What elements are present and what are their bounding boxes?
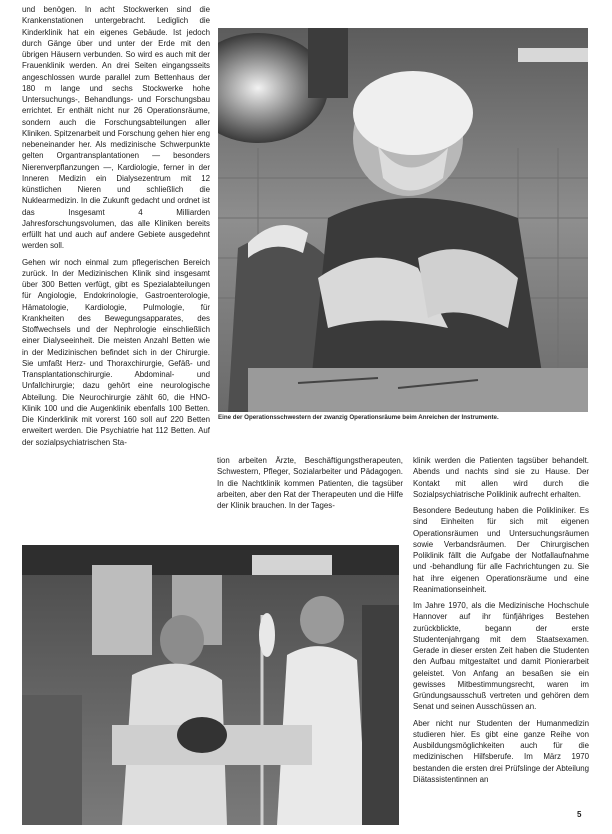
photo-intensive-care [22,545,399,825]
text-column-right [413,455,589,790]
paragraph: tion arbeiten Ärzte, Beschäftigungstherapeuten, Schwestern, Pfleger, Sozialarbeiter und Pädagogen. In die Nachtklinik kommen Patienten, die tagsüber arbeiten, aber den Rat der Therapeuten und die Hilfe der Klinik brauchen. In der Tages- [217,456,403,510]
text-column-middle [217,455,403,516]
paragraph: und benögen. In acht Stockwerken sind die Krankenstationen untergebracht. Lediglich die Kinderklinik hat ein eigenes Gebäude. Ist jedoch durch Gänge über und unter der Erde mit den übrigen Häusern verbunden. So wird es auch mit der Frauenklinik werden. An drei Seiten eingangsseits angeschlossen wurde parallel zum Bettenhaus der 180 m lange und sechs Stockwerke hohe Untersuchungs-, Behandlungs- und Forschungsbau errichtet. Er enthält nicht nur 26 Operationsräume, sondern auch die Forschungsabteilungen aller Kliniken. Spitzenarbeit und Forschung gehen hier eng nebeneinander her. Als medizinische Schwerpunkte gelten Organtransplantationen — besonders Nierenverpflanzungen —, Kardiologie, ferner in der Inneren Medizin ein Dialysezentrum mit 12 künstlichen Nieren und schließlich die Nuklearmedizin. In die Zukunft gedacht und ordnet ist das Insgesamt 4 Milliarden Jahresforschungsvolumen, das alle Kliniken bereits erfüllt hat und auch auf andere Gebiete ausgedehnt werden soll. [22,5,210,251]
text-column-left [22,4,210,453]
paragraph: Im Jahre 1970, als die Medizinische Hochschule Hannover auf ihr fünfjähriges Bestehen zurückblickte, begann der erste Studentenjahrgang mit dem Staatsexamen. Gerade in dieser ersten Zeit haben die Studenten den Aufbau mitgestaltet und damit Pionierarbeit geleistet. Von Anfang an besaßen sie ein gewisses Mitbestimmungsrecht, waren im Gründungsausschuß vertreten und gehören dem Senat und seinen Ausschüssen an. [413,601,589,712]
photo-caption: Eine der Operationsschwestern der zwanzig Operationsräume beim Anreichen der Instrumente. [218,414,499,421]
photo-operating-nurse [218,28,588,412]
page-number: 5 [577,810,582,819]
paragraph: Aber nicht nur Studenten der Humanmedizin studieren hier. Es gibt eine ganze Reihe von Ausbildungsmöglichkeiten auch für die medizinischen Hilfsberufe. Im März 1970 bestanden die ersten drei Prüfslinge der Abteilung Diätassistentinnen an [413,718,589,784]
paragraph: Besondere Bedeutung haben die Polikliniker. Es sind Einheiten für sich mit eigenen Operationsräumen und Untersuchungsräumen sowie Verbandsräumen. Der Chirurgischen Poliklinik fällt die Aufgabe der Notfallaufnahme und -behandlung für alle Fachrichtungen zu. Sie hat ihre eigenen Operationsräume und eine Reanimationseinheit. [413,506,589,594]
paragraph: Gehen wir noch einmal zum pflegerischen Bereich zurück. In der Medizinischen Klinik sind insgesamt über 300 Betten verfügt, gibt es Spezialabteilungen für Angiologie, Endokrinologie, Gastroenterologie, Hämatologie, Kardiologie, Pulmologie, für Krankheiten des Bewegungsapparates, des Stoffwechsels und der Nephrologie einschließlich einer Dialyseeinheit. Die meisten Anzahl Betten wie in der Medizinischen befindet sich in der Chirurgie. Sie umfaßt Herz- und Thoraxchirurgie, Gefäß- und Transplantationschirurgie. Abdominal- und Unfallchirurgie; dazu gehört eine neurologische Abteilung. Die Neurochirurgie zählt 60, die HNO-Klinik 100 und die Augenklinik ebenfalls 100 Betten. Die Kinderklinik mit vorerst 160 soll auf 220 Betten erweitert werden. Die Psychiatrie hat 112 Betten. Auf der sozialpsychiatrischen Sta- [22,257,210,447]
paragraph: klinik werden die Patienten tagsüber behandelt. Abends und nachts sind sie zu Hause. Der Kontakt mit allen wird durch die Sozialpsychiatrische Poliklinik aufrecht erhalten. [413,456,589,499]
